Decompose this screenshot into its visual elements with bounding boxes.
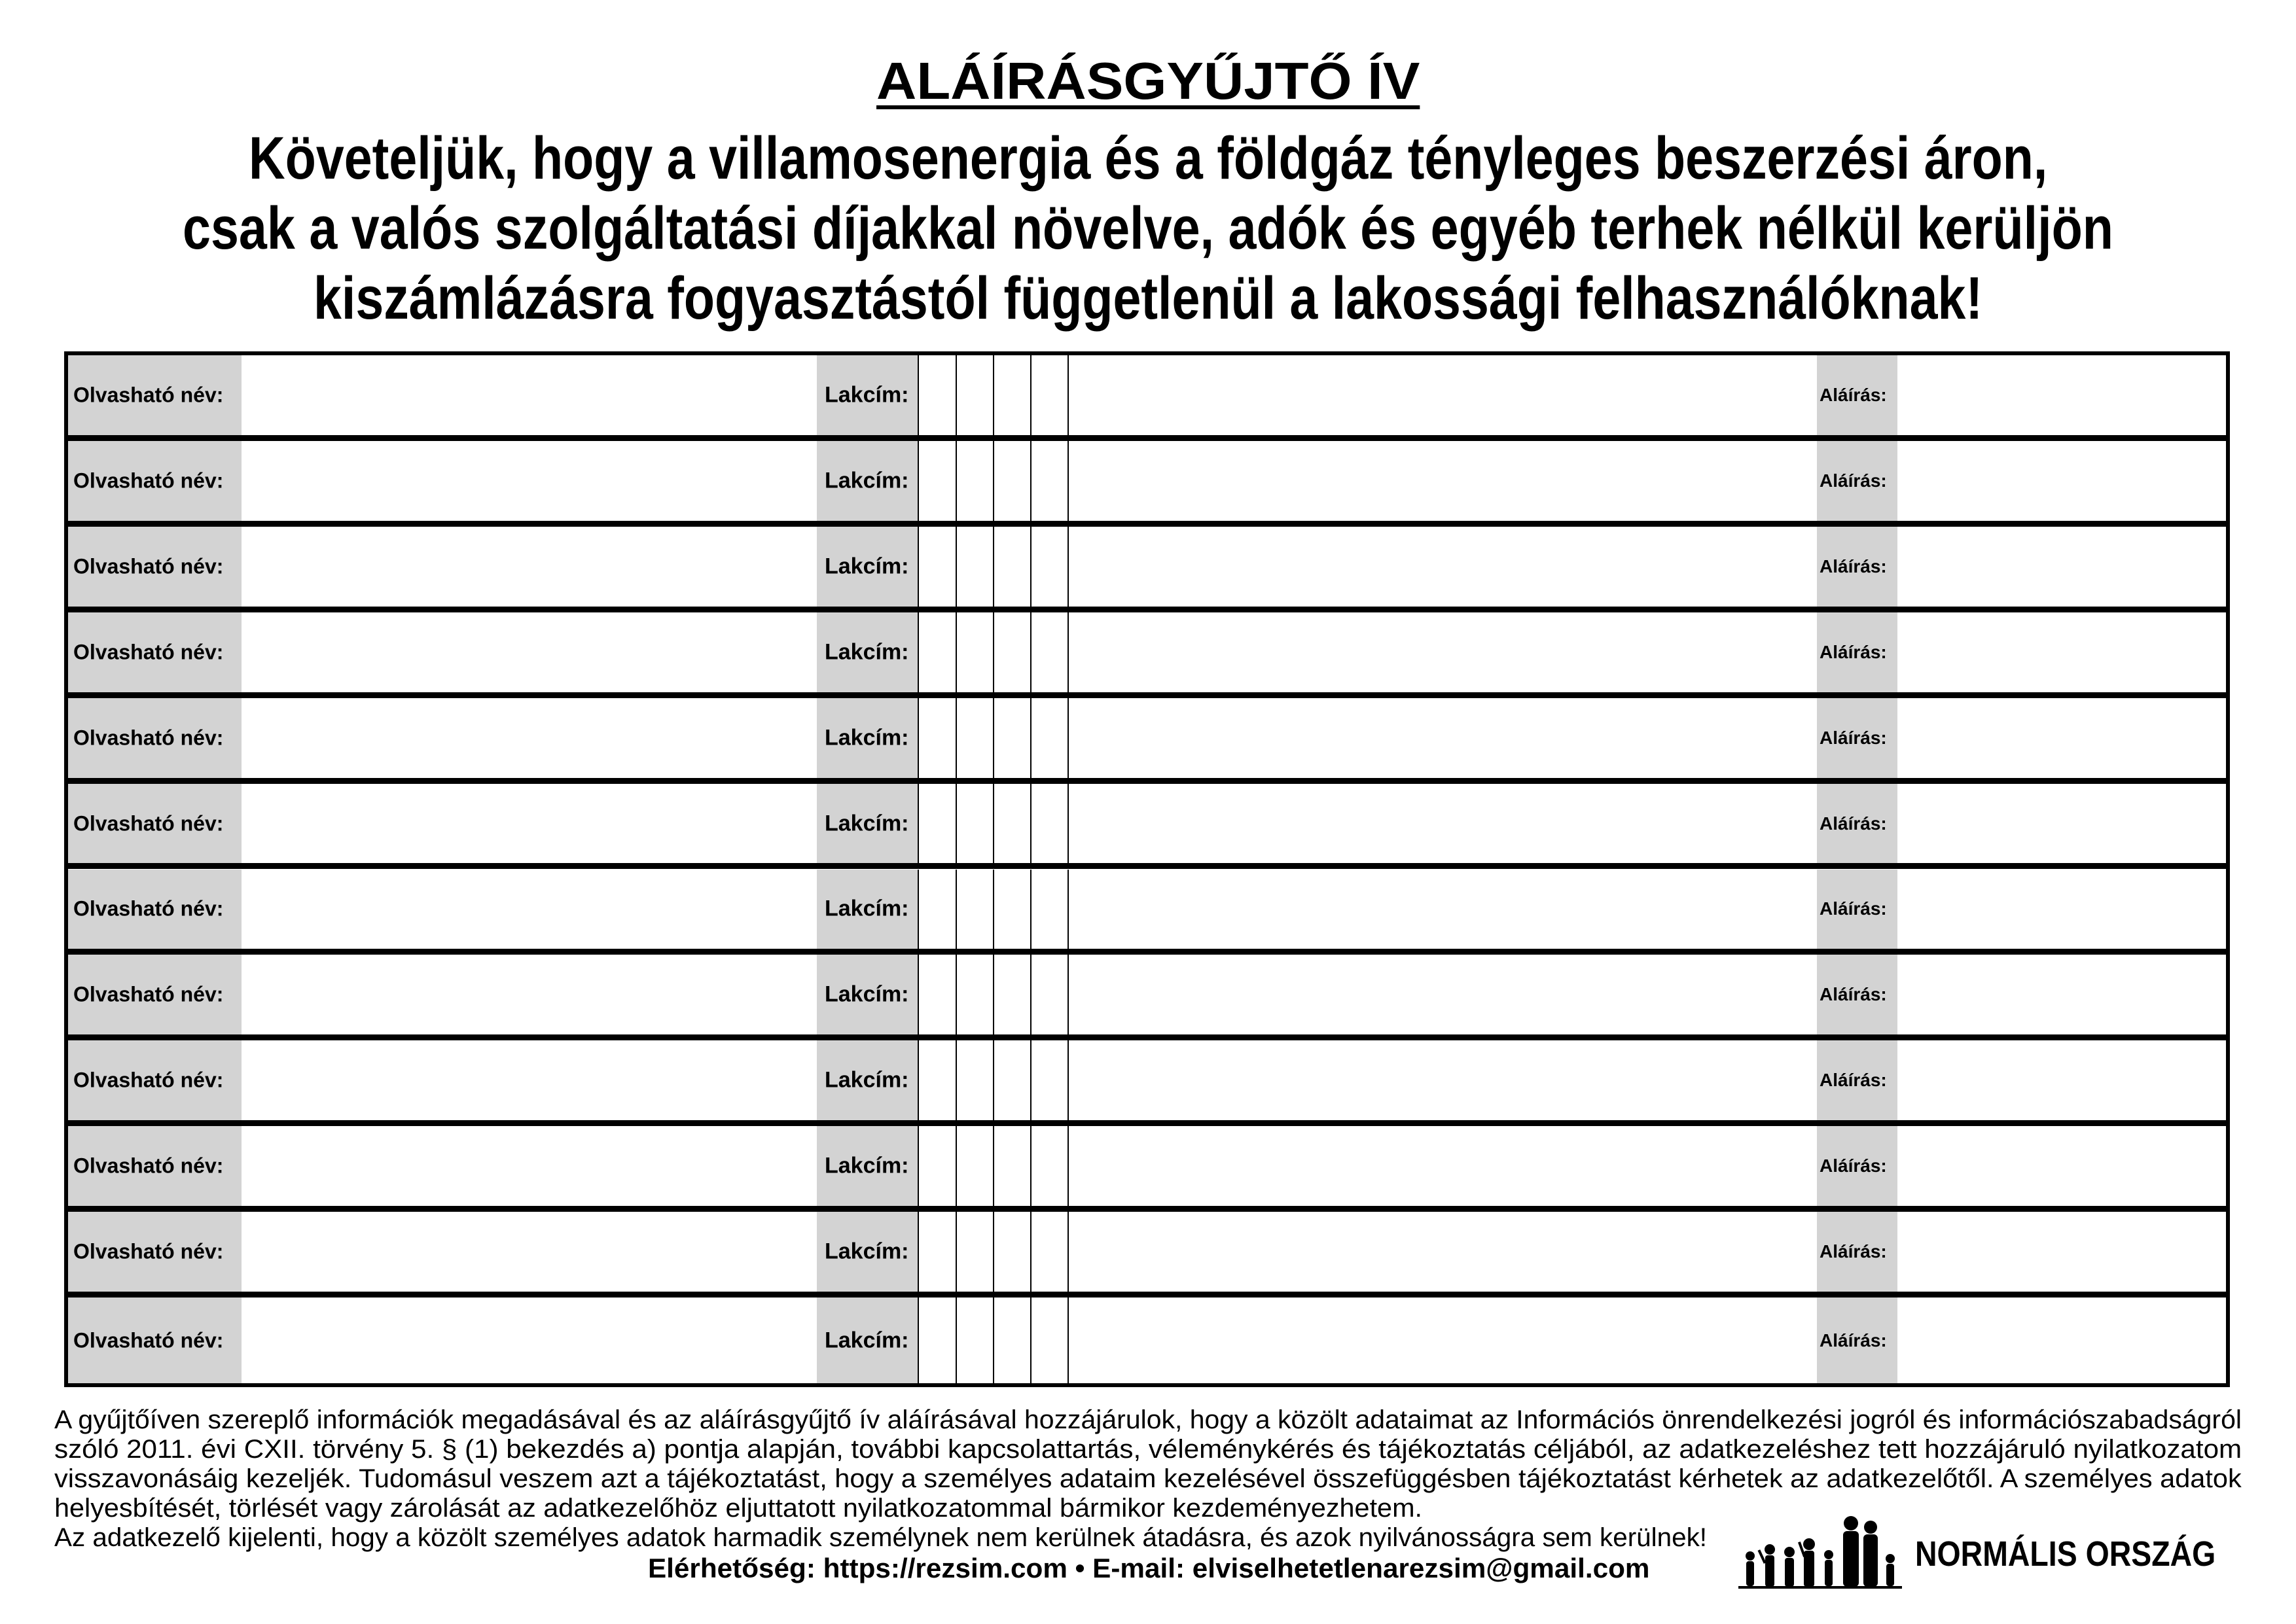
address-label: Lakcím: (825, 639, 909, 665)
signature-label: Aláírás: (1820, 556, 1887, 576)
address-field[interactable] (1069, 955, 1817, 1034)
table-row (68, 870, 2226, 955)
address-label: Lakcím: (825, 981, 909, 1007)
signature-label: Aláírás: (1820, 1156, 1887, 1176)
signature-label-cell (1817, 441, 1897, 521)
address-label-cell (817, 1126, 918, 1206)
address-label-cell (817, 612, 918, 692)
signature-field[interactable] (1897, 1040, 2226, 1120)
table-row (68, 698, 2226, 784)
address-field[interactable] (1069, 698, 1817, 778)
signature-label: Aláírás: (1820, 898, 1887, 919)
signature-label-cell (1817, 698, 1897, 778)
name-label-cell (68, 355, 242, 435)
address-field[interactable] (1069, 527, 1817, 607)
signature-label-cell (1817, 1126, 1897, 1206)
signature-label: Aláírás: (1820, 984, 1887, 1005)
consent-text-line: visszavonásáig kezeljék. Tudomásul veszem azt a tájékoztatást, hogy a személyes adataim kezelésével összefüggésben tájékoztatást kérhetek az adatkezelőtől. A személyes adatok (54, 1464, 2242, 1493)
postal-code-field[interactable] (919, 698, 1067, 778)
signature-field[interactable] (1897, 955, 2226, 1034)
name-label: Olvasható név: (73, 726, 224, 750)
name-label: Olvasható név: (73, 640, 224, 664)
signature-label-cell (1817, 355, 1897, 435)
address-label: Lakcím: (825, 1067, 909, 1093)
address-field[interactable] (1069, 784, 1817, 864)
postal-code-field[interactable] (919, 1126, 1067, 1206)
address-field[interactable] (1069, 612, 1817, 692)
address-label: Lakcím: (825, 382, 909, 408)
address-label-cell (817, 784, 918, 864)
address-label: Lakcím: (825, 725, 909, 750)
name-label-cell (68, 955, 242, 1034)
name-field[interactable] (242, 1040, 817, 1120)
postal-code-field[interactable] (919, 1297, 1067, 1383)
address-field[interactable] (1069, 355, 1817, 435)
signature-label: Aláírás: (1820, 813, 1887, 834)
address-label-cell (817, 1297, 918, 1383)
name-field[interactable] (242, 784, 817, 864)
name-label-cell (68, 698, 242, 778)
address-field[interactable] (1069, 1126, 1817, 1206)
address-label-cell (817, 527, 918, 607)
address-label: Lakcím: (825, 554, 909, 579)
signature-field[interactable] (1897, 441, 2226, 521)
postal-code-field[interactable] (919, 1040, 1067, 1120)
signature-field[interactable] (1897, 1212, 2226, 1292)
table-row (68, 1126, 2226, 1212)
table-row (68, 441, 2226, 527)
signature-label-cell (1817, 527, 1897, 607)
name-field[interactable] (242, 870, 817, 949)
address-field[interactable] (1069, 441, 1817, 521)
name-label: Olvasható név: (73, 1239, 224, 1263)
name-field[interactable] (242, 527, 817, 607)
name-field[interactable] (242, 355, 817, 435)
name-field[interactable] (242, 612, 817, 692)
page-title: ALÁÍRÁSGYŰJTŐ ÍV (876, 52, 1420, 110)
postal-code-field[interactable] (919, 955, 1067, 1034)
signature-label-cell (1817, 784, 1897, 864)
name-field[interactable] (242, 441, 817, 521)
signature-label-cell (1817, 1040, 1897, 1120)
name-label: Olvasható név: (73, 982, 224, 1006)
signature-field[interactable] (1897, 870, 2226, 949)
name-label-cell (68, 612, 242, 692)
signature-label: Aláírás: (1820, 641, 1887, 662)
postal-code-field[interactable] (919, 870, 1067, 949)
name-field[interactable] (242, 1297, 817, 1383)
logo-text: NORMÁLIS ORSZÁG (1915, 1534, 2216, 1574)
address-field[interactable] (1069, 1297, 1817, 1383)
table-row (68, 527, 2226, 612)
signature-label-cell (1817, 870, 1897, 949)
name-label: Olvasható név: (73, 811, 224, 836)
address-label-cell (817, 698, 918, 778)
table-row (68, 1297, 2226, 1383)
name-label-cell (68, 784, 242, 864)
name-field[interactable] (242, 955, 817, 1034)
signature-field[interactable] (1897, 355, 2226, 435)
postal-code-field[interactable] (919, 612, 1067, 692)
address-label: Lakcím: (825, 1239, 909, 1264)
demand-line: kiszámlázásra fogyasztástól függetlenül a lakossági felhasználóknak! (314, 265, 1983, 332)
signature-label: Aláírás: (1820, 727, 1887, 748)
postal-code-field[interactable] (919, 441, 1067, 521)
address-label-cell (817, 1040, 918, 1120)
name-label: Olvasható név: (73, 896, 224, 921)
address-label-cell (817, 355, 918, 435)
signature-label-cell (1817, 612, 1897, 692)
name-field[interactable] (242, 1126, 817, 1206)
name-label: Olvasható név: (73, 383, 224, 407)
signature-label-cell (1817, 955, 1897, 1034)
name-label-cell (68, 1212, 242, 1292)
contact-info: Elérhetőség: https://rezsim.com • E-mail: elviselhetetlenarezsim@gmail.com (648, 1553, 1650, 1583)
name-label: Olvasható név: (73, 1154, 224, 1178)
signature-label: Aláírás: (1820, 1241, 1887, 1262)
name-field[interactable] (242, 1212, 817, 1292)
name-field[interactable] (242, 698, 817, 778)
consent-text-line: Az adatkezelő kijelenti, hogy a közölt személyes adatok harmadik személynek nem kerülnek átadásra, és azok nyilvánosságra sem kerülnek! (54, 1523, 1708, 1552)
address-label-cell (817, 870, 918, 949)
table-row (68, 355, 2226, 441)
name-label: Olvasható név: (73, 554, 224, 578)
signature-label-cell (1817, 1212, 1897, 1292)
address-label-cell (817, 441, 918, 521)
signature-field[interactable] (1897, 1126, 2226, 1206)
address-field[interactable] (1069, 870, 1817, 949)
address-field[interactable] (1069, 1212, 1817, 1292)
signature-field[interactable] (1897, 698, 2226, 778)
consent-text-line: helyesbítését, törlését vagy zárolását az adatkezelőhöz eljuttatott nyilatkozatommal bármikor kezdeményezhetem. (54, 1494, 1423, 1523)
signature-label-cell (1817, 1297, 1897, 1383)
signature-label: Aláírás: (1820, 384, 1887, 405)
address-field[interactable] (1069, 1040, 1817, 1120)
name-label-cell (68, 527, 242, 607)
consent-text-line: szóló 2011. évi CXII. törvény 5. § (1) bekezdés a) pontja alapján, további kapcsolattartás, véleménykérés és tájékoztatás céljából, az adatkezeléshez tett hozzájáruló nyilatkozatom (54, 1435, 2242, 1464)
table-row (68, 1212, 2226, 1297)
name-label: Olvasható név: (73, 1068, 224, 1092)
address-label: Lakcím: (825, 1328, 909, 1353)
postal-code-field[interactable] (919, 784, 1067, 864)
signature-label: Aláírás: (1820, 470, 1887, 491)
postal-code-field[interactable] (919, 355, 1067, 435)
postal-code-field[interactable] (919, 1212, 1067, 1292)
name-label-cell (68, 1126, 242, 1206)
name-label-cell (68, 1297, 242, 1383)
signature-table (64, 351, 2230, 1387)
signature-field[interactable] (1897, 527, 2226, 607)
address-label-cell (817, 1212, 918, 1292)
signature-field[interactable] (1897, 612, 2226, 692)
table-row (68, 1040, 2226, 1126)
address-label: Lakcím: (825, 896, 909, 921)
name-label-cell (68, 1040, 242, 1120)
demand-line: Követeljük, hogy a villamosenergia és a földgáz tényleges beszerzési áron, (249, 125, 2048, 192)
address-label: Lakcím: (825, 1153, 909, 1178)
signature-field[interactable] (1897, 1297, 2226, 1383)
consent-text-line: A gyűjtőíven szereplő információk megadásával és az aláírásgyűjtő ív aláírásával hozzájárulok, hogy a közölt adataimat az Információs önrendelkezési jogról és információszabadságról (54, 1405, 2242, 1434)
postal-code-field[interactable] (919, 527, 1067, 607)
signature-label: Aláírás: (1820, 1070, 1887, 1091)
name-label-cell (68, 441, 242, 521)
name-label: Olvasható név: (73, 468, 224, 493)
address-label: Lakcím: (825, 811, 909, 836)
demand-line: csak a valós szolgáltatási díjakkal növelve, adók és egyéb terhek nélkül kerüljön (183, 195, 2113, 262)
table-row (68, 784, 2226, 870)
name-label-cell (68, 870, 242, 949)
address-label: Lakcím: (825, 468, 909, 493)
table-row (68, 612, 2226, 698)
table-row (68, 955, 2226, 1040)
address-label-cell (817, 955, 918, 1034)
family-silhouette-icon (1738, 1515, 1902, 1591)
signature-field[interactable] (1897, 784, 2226, 864)
signature-label: Aláírás: (1820, 1330, 1887, 1350)
name-label: Olvasható név: (73, 1328, 224, 1352)
